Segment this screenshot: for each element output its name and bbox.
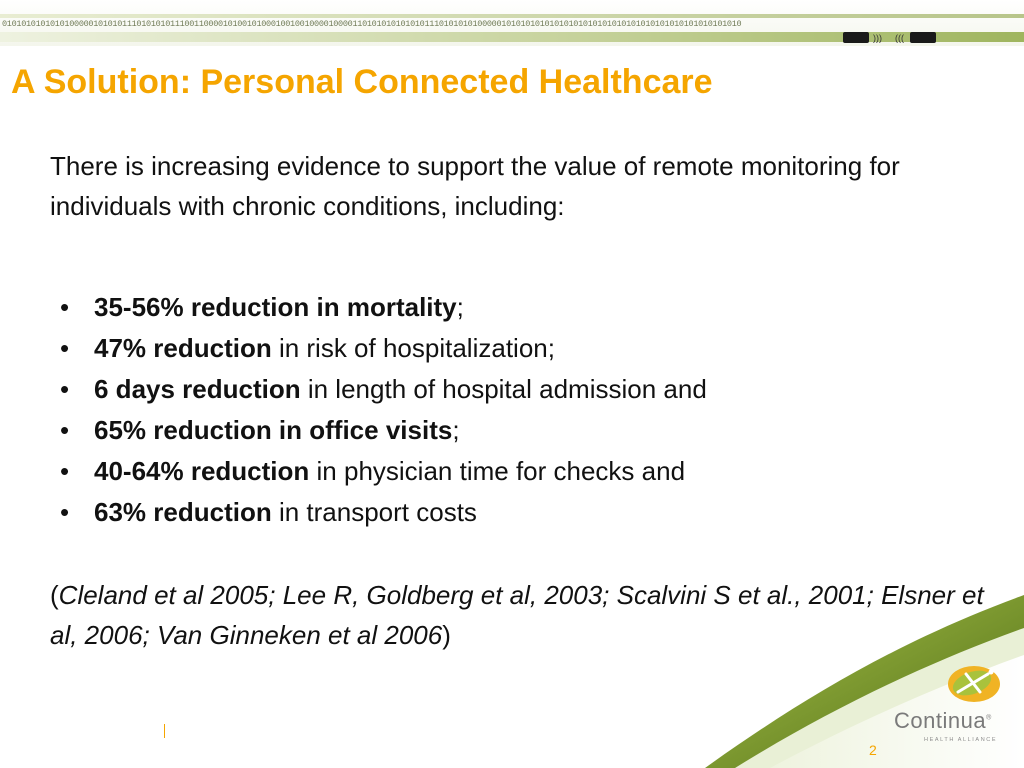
bullet-highlight: 47% reduction: [94, 333, 272, 363]
bullet-highlight: 6 days reduction: [94, 374, 301, 404]
page-number: 2: [869, 742, 877, 758]
bullet-highlight: 65% reduction in office visits: [94, 415, 453, 445]
bullet-marker: •: [60, 456, 70, 486]
logo-wordmark: [894, 708, 992, 734]
bullet-highlight: 35-56% reduction in mortality: [94, 292, 457, 322]
bullet-text: in physician time for checks and: [309, 456, 686, 486]
slide-title: A Solution: Personal Connected Healthcare: [11, 63, 713, 101]
citation-open-paren: (: [50, 580, 59, 610]
bullet-item: [58, 328, 707, 369]
bullet-item: [58, 451, 707, 492]
bullet-text: ;: [456, 292, 464, 322]
bullet-text: ;: [452, 415, 460, 445]
bullet-item: [58, 287, 707, 328]
trademark-symbol: ®: [986, 714, 992, 722]
bullet-item: [58, 410, 707, 451]
signal-wave-icon: ))): [873, 33, 882, 43]
bullet-item: [58, 369, 707, 410]
bullet-text: in risk of hospitalization;: [271, 333, 555, 363]
signal-wave-icon: (((: [895, 33, 904, 43]
binary-strip-text: 0101010101010100000101010111010101011100110000101001010001001001000010000110101010101010111010101010000010101010101010101010101010101010101010101010101010: [2, 19, 742, 29]
citation-close-paren: ): [442, 620, 451, 650]
bullet-text: in transport costs: [271, 497, 477, 527]
bullet-highlight: 63% reduction: [94, 497, 272, 527]
continua-logo-mark-icon: [944, 662, 1004, 708]
intro-paragraph: There is increasing evidence to support the value of remote monitoring for individuals with chronic conditions, including:: [50, 151, 900, 221]
bullet-text: in length of hospital admission and: [300, 374, 707, 404]
citation-paragraph: [50, 575, 990, 655]
logo-wordmark-text: Continua: [894, 708, 987, 733]
logo-tagline: HEALTH ALLIANCE: [924, 737, 998, 743]
bullet-marker: •: [60, 333, 70, 363]
footer-divider: [164, 724, 165, 738]
bullet-highlight: 40-64% reduction: [94, 456, 310, 486]
bullet-marker: •: [60, 415, 70, 445]
bullet-marker: •: [60, 497, 70, 527]
bullet-marker: •: [60, 374, 70, 404]
bullet-marker: •: [60, 292, 70, 322]
evidence-bullet-list: [58, 287, 707, 533]
citation-text: Cleland et al 2005; Lee R, Goldberg et al, 2003; Scalvini S et al., 2001; Elsner et al, 2006; Van Ginneken et al 2006: [50, 580, 984, 650]
bullet-item: [58, 492, 707, 533]
